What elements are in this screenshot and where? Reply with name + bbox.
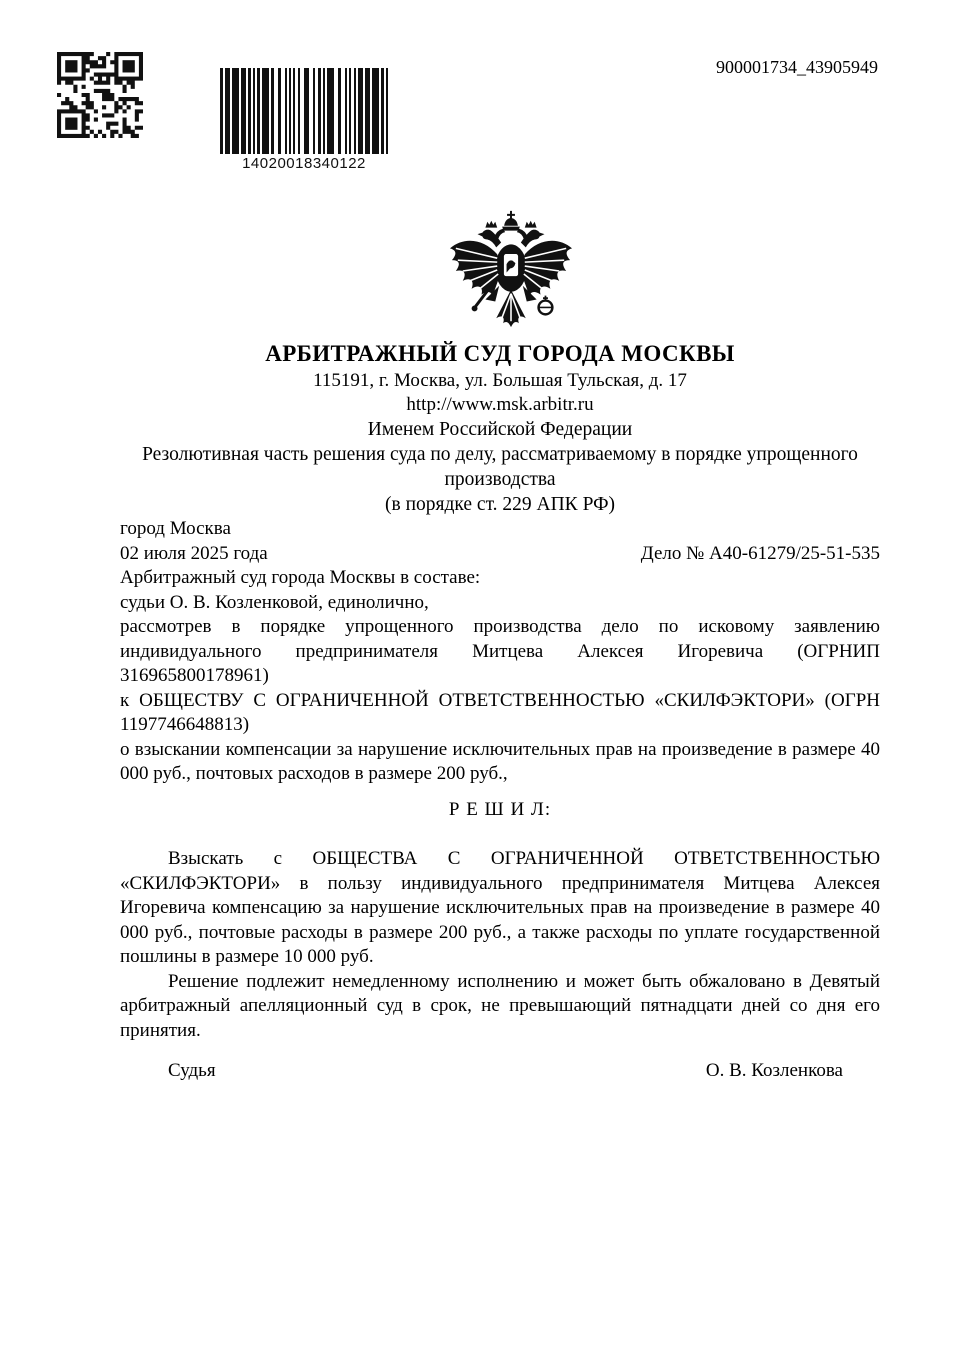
judge-name: О. В. Козленкова <box>705 1060 843 1081</box>
barcode-image <box>218 68 390 154</box>
considered-paragraph: рассмотрев в порядке упрощенного производства дело по исковому заявлению индивидуального предпринимателя Митцева Алексея Игоревича (ОГРНИП 316965800178961) <box>120 616 880 686</box>
document-subtitle: Резолютивная часть решения суда по делу, рассматриваемому в порядке упрощенного производства <box>142 444 858 490</box>
resolution-paragraph-1: Взыскать с ОБЩЕСТВА С ОГРАНИЧЕННОЙ ОТВЕТСТВЕННОСТЬЮ «СКИЛФЭКТОРИ» в пользу индивидуального предпринимателя Митцева Алексея Игоревича компенсацию за нарушение исключительных прав на произведение в размере 40 000 руб., почтовые расходы в размере 200 руб., а также расходы по уплате государственной пошлины в размере 10 000 руб. <box>120 848 880 967</box>
court-composition-line: Арбитражный суд города Москвы в составе: <box>120 567 481 588</box>
qr-code-image <box>57 52 143 138</box>
court-website: http://www.msk.arbitr.ru <box>406 394 594 415</box>
in-the-name-line: Именем Российской Федерации <box>367 419 633 440</box>
judge-label: Судья <box>168 1060 216 1081</box>
judge-line: судьи О. В. Козленковой, единолично, <box>120 591 429 613</box>
order-reference: (в порядке ст. 229 АПК РФ) <box>385 494 615 515</box>
russia-coat-of-arms-icon <box>446 210 576 332</box>
resolved-heading: Р Е Ш И Л: <box>448 798 552 820</box>
court-address: 115191, г. Москва, ул. Большая Тульская, д. 17 <box>313 370 687 391</box>
case-number: Дело № А40-61279/25-51-535 <box>640 542 880 564</box>
barcode <box>218 68 390 172</box>
document-body <box>120 338 880 1084</box>
document-id: 900001734_43905949 <box>716 57 878 77</box>
claim-paragraph: о взыскании компенсации за нарушение исключительных прав на произведение в размере 40 000 руб., почтовых расходов в размере 200 руб., <box>120 738 880 784</box>
resolution-paragraph-2: Решение подлежит немедленному исполнению и может быть обжаловано в Девятый арбитражный апелляционный суд в срок, не превышающий пятнадцати дней со дня его принятия. <box>120 970 880 1041</box>
defendant-paragraph: к ОБЩЕСТВУ С ОГРАНИЧЕННОЙ ОТВЕТСТВЕННОСТЬЮ «СКИЛФЭКТОРИ» (ОГРН 1197746648813) <box>120 689 880 735</box>
date-case-row <box>120 542 880 567</box>
signature-row <box>120 1059 880 1084</box>
barcode-number: 14020018340122 <box>242 155 366 172</box>
court-name: АРБИТРАЖНЫЙ СУД ГОРОДА МОСКВЫ <box>265 341 735 366</box>
city-line: город Москва <box>120 518 231 539</box>
decision-date: 02 июля 2025 года <box>120 542 268 564</box>
qr-code <box>57 52 143 138</box>
